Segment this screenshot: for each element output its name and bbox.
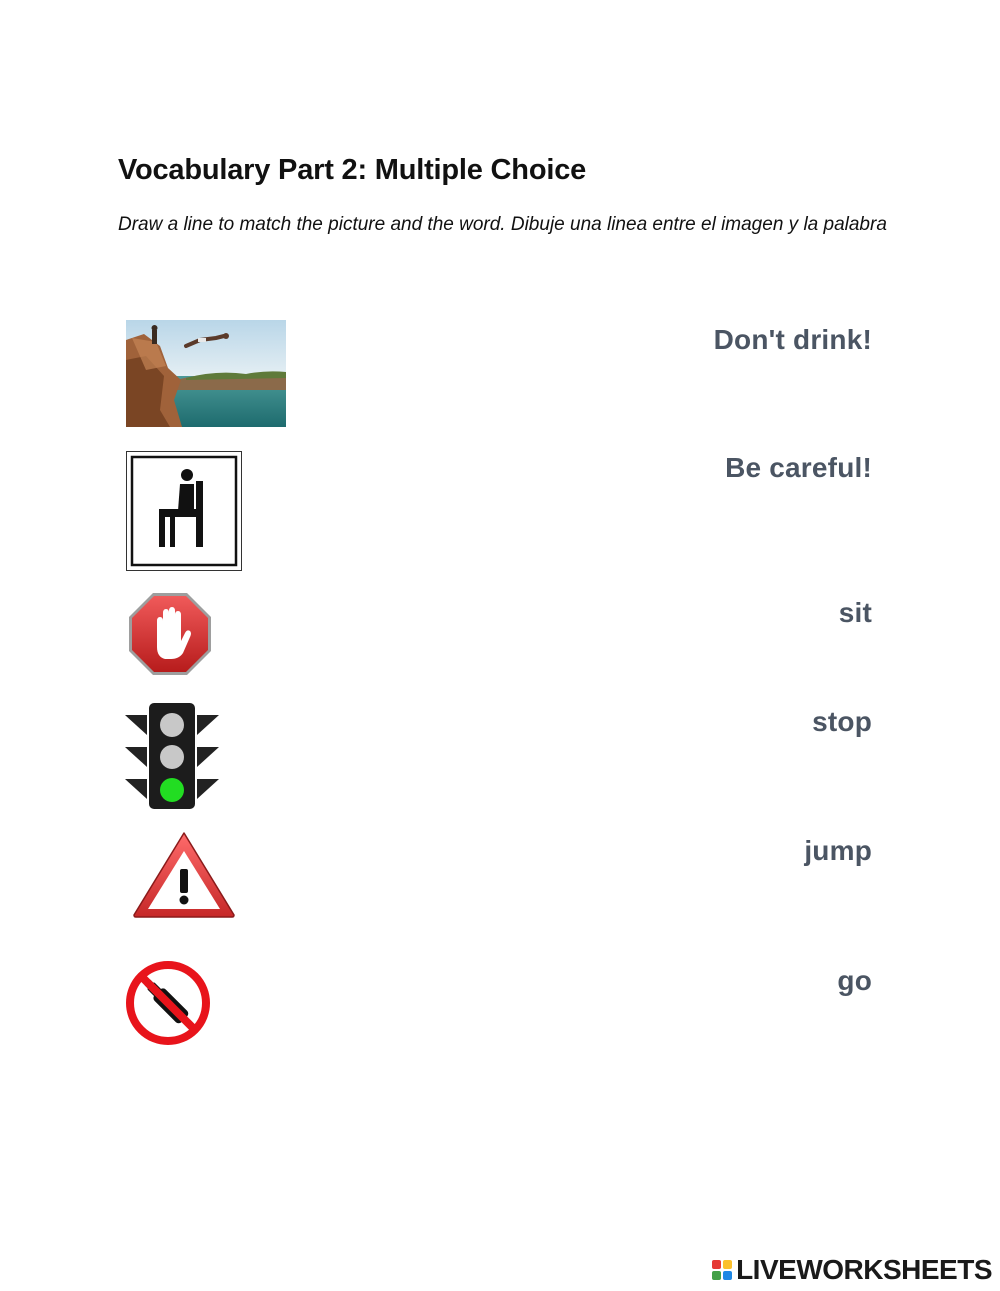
word-dont-drink[interactable]: Don't drink! [713, 324, 872, 355]
cliff-jump-photo[interactable] [126, 320, 286, 427]
word-go[interactable]: go [837, 965, 872, 996]
word-sit[interactable]: sit [838, 597, 872, 628]
logo-text: LIVEWORKSHEETS [736, 1254, 992, 1285]
word-be-careful[interactable]: Be careful! [725, 452, 872, 483]
sit-sign-icon[interactable] [126, 451, 242, 571]
word-stop[interactable]: stop [812, 706, 872, 737]
word-jump[interactable]: jump [804, 835, 872, 866]
no-drinking-sign-icon[interactable] [125, 960, 211, 1046]
stop-hand-sign-icon[interactable] [127, 591, 213, 677]
liveworksheets-logo [712, 1254, 992, 1286]
warning-triangle-icon[interactable] [132, 831, 236, 919]
traffic-light-green-icon[interactable] [125, 701, 219, 811]
instructions: Draw a line to match the picture and the word. Dibuje una linea entre el imagen y la palabra [118, 214, 887, 235]
logo-grid-icon [712, 1260, 732, 1280]
page-title: Vocabulary Part 2: Multiple Choice [118, 154, 587, 186]
